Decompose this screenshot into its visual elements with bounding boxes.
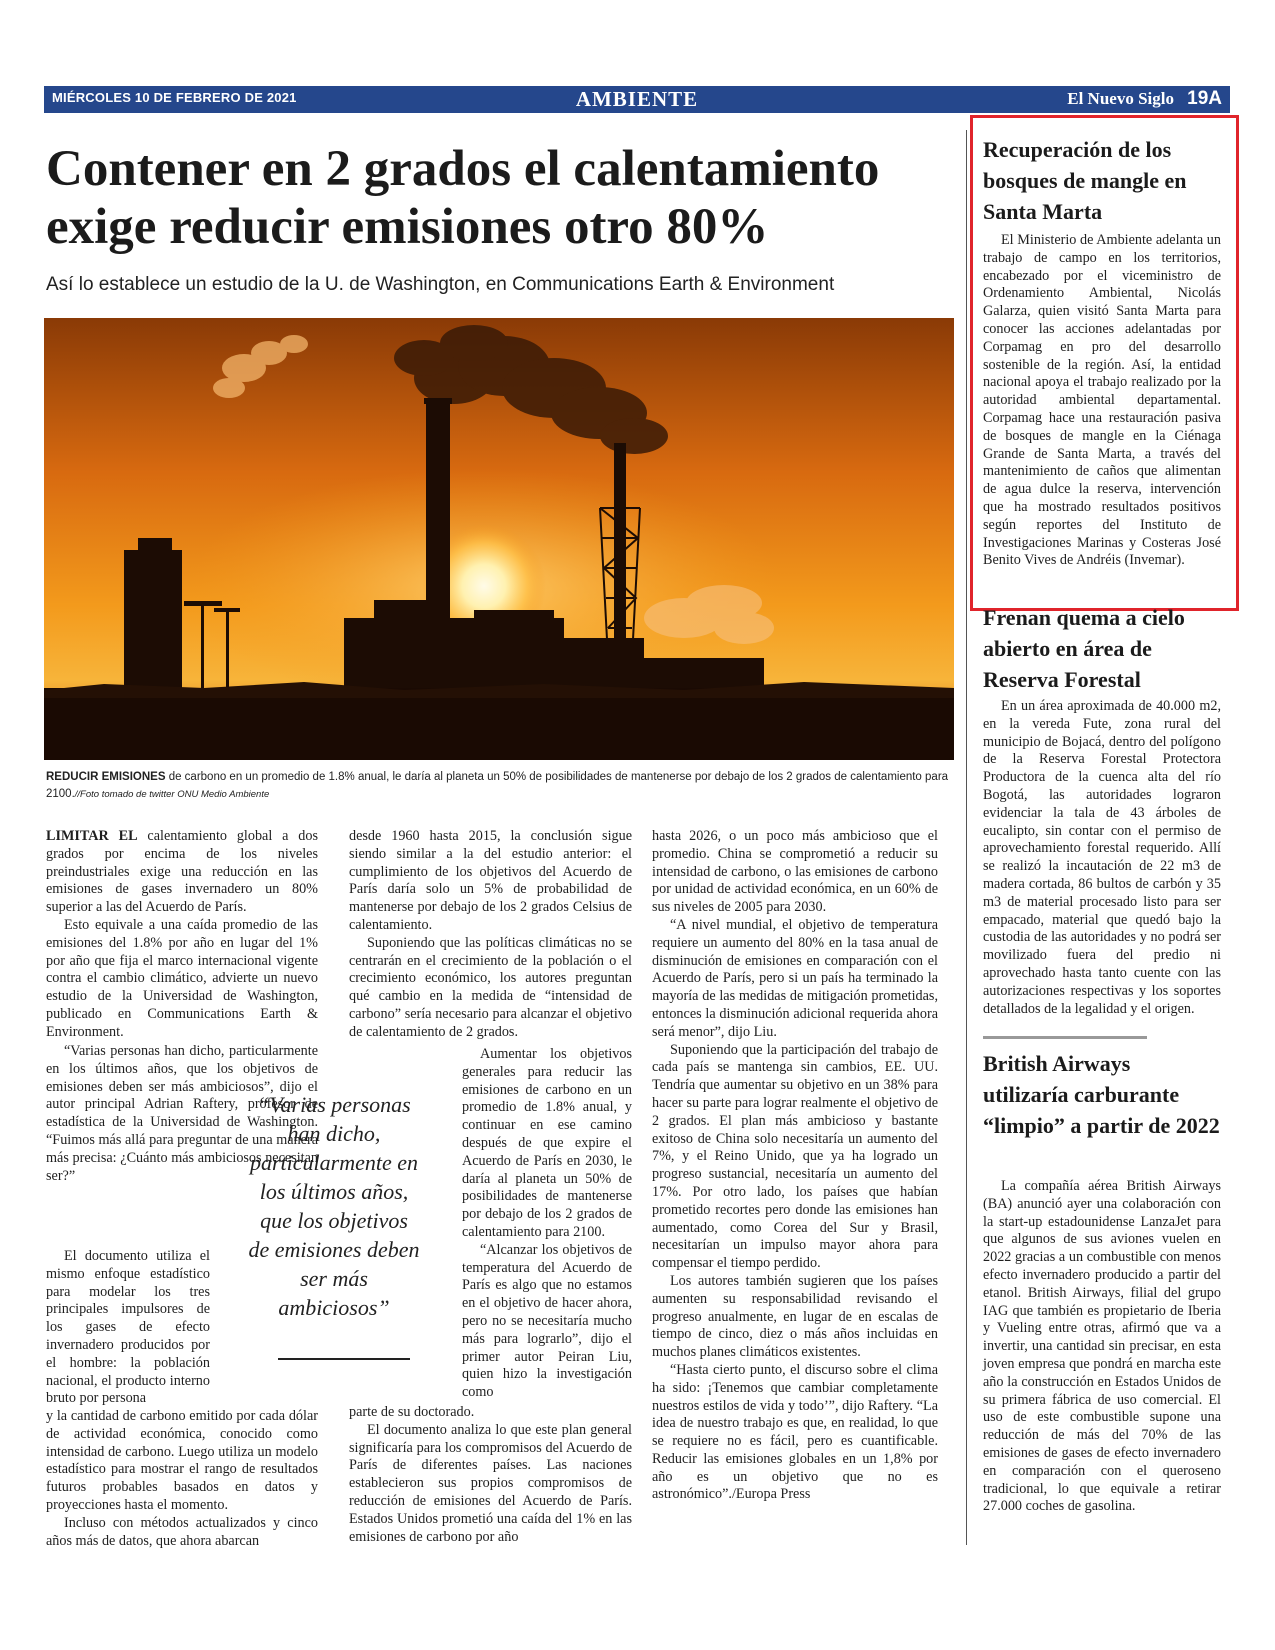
paragraph: “A nivel mundial, el objetivo de temperatura requiere un aumento del 80% en la tasa anual de disminución de emisiones en comparación con el Acuerdo de París, pero si un país ha terminado la mayoría de las medidas de mitigación prometidas, entonces la disminución adicional requerida ahora será menor”, dijo Liu. (652, 916, 938, 1040)
paragraph: “Varias personas han dicho, particularmente en los últimos años, que los objetivos de emisiones deben ser más ambiciosos”, dijo el autor principal Adrian Raftery, profesor de estadística de la Universidad de Washington. “Fuimos más allá para preguntar de una manera más precisa: ¿Cuánto más ambiciosos necesitan ser?” (46, 1043, 318, 1184)
photo-caption (46, 769, 954, 803)
paragraph: El documento utiliza el mismo enfoque estadístico para modelar los tres principales impulsores de los gases de efecto invernadero producidos por el hombre: la población nacional, el producto interno bruto por persona (46, 1248, 210, 1407)
section-name: AMBIENTE (575, 87, 699, 111)
pull-quote-rule (278, 1358, 410, 1360)
paragraph: Suponiendo que la participación del trabajo de cada país se mantenga sin cambios, EE. UU. Tendría que aumentar su objetivo en un 38% para hacer su parte para lograr realmente el objetivo de 2 grados. El plan más ambicioso y bastante exitoso de China solo necesitaría un aumento del 7%, y el Reino Unido, que ya ha logrado un progreso sustancial, necesitaría un aumento del 17%. Por otro lado, los países que habían prometido recortes pero donde las emisiones han aumentado, como Corea del Sur y Brasil, necesitarían un impulso mayor ahora para compensar el tiempo perdido. (652, 1041, 938, 1272)
paragraph: LIMITAR EL calentamiento global a dos grados por encima de los niveles preindustriales exige una reducción en las emisiones de gases invernadero un 80% superior a las del Acuerdo de París. (46, 828, 318, 916)
body-column-1 (46, 828, 318, 1042)
page-number: 19A (1187, 88, 1222, 109)
paragraph: El documento analiza lo que este plan general significaría para los compromisos del Acuerdo de París de diferentes países. Las naciones establecieron sus propios compromisos de reducción de emisiones del Acuerdo de París. Estados Unidos prometió una caída del 1% en las emisiones de carbono por año (349, 1421, 632, 1545)
paragraph: “Alcanzar los objetivos de temperatura del Acuerdo de París es algo que no estamos en el objetivo de hacer ahora, pero no se necesitaría mucho más para lograrlo”, dijo el primer autor Peiran Liu, quien hizo la investigación como (462, 1241, 632, 1401)
body-column-1-bottom (46, 1408, 318, 1550)
paragraph: Suponiendo que las políticas climáticas no se centrarán en el crecimiento de la población o el crecimiento económico, los autores preguntan qué cambio en la medida de “intensidad de carbono” sería necesario para alcanzar el objetivo de calentamiento de 2 grados. (349, 934, 632, 1040)
factory-sunset-image (44, 318, 954, 760)
sidebar-story-2-body: En un área aproximada de 40.000 m2, en la vereda Fute, zona rural del municipio de Bojacá, dentro del polígono de la Reserva Forestal Protectora Productora de la cuenca alta del río Bogotá, las autoridades lograron evidenciar la tala de 43 árboles de eucalipto, sin contar con el permiso de aprovechamiento forestal requerido. Allí se realizó la incautación de 22 m3 de madera cortada, 86 bultos de carbón y 35 m3 de material procesado listo para ser empacado, material que quedó bajo la custodia de las autoridades y no podrá ser movilizado fuera del predio ni aprovechado hasta tanto cuente con las autorizaciones respectivas y los soportes detallados de la legalidad y el origen. (983, 698, 1221, 1017)
article-photo (44, 318, 954, 760)
sidebar-story-3-body: La compañía aérea British Airways (BA) anunció ayer una colaboración con la start-up estadounidense LanzaJet para que algunos de sus aviones vuelen en 2022 gracias a un combustible con menos efecto invernadero producido a partir del etanol. British Airways, filial del grupo IAG que también es propietario de Iberia y Vueling entre otras, afirmó que va a invertir, una cantidad sin precisar, en esta joven empresa que pondrá en marcha este año la construcción en Estados Unidos de su primera fábrica de uso comercial. El uso de este combustible supone una reducción de más del 70% de las emisiones de gases de efecto invernadero en comparación con el queroseno tradicional, lo que equivale a retirar 27.000 coches de gasolina. (983, 1178, 1221, 1515)
article-subhead: Así lo establece un estudio de la U. de Washington, en Communications Earth & Environment (46, 274, 835, 295)
highlight-box (970, 115, 1239, 611)
pull-quote: “Varias personas han dicho, particularmente en los últimos años, que los objetivos de emisiones deben ser más ambiciosos” (248, 1092, 420, 1320)
body-column-1-narrow-b (46, 1248, 210, 1408)
paragraph: Aumentar los objetivos generales para reducir las emisiones de carbono en un promedio de 1.8% anual, y continuar en ese camino después de que expire el Acuerdo de París en 2030, le daría al planeta un 50% de posibilidades de mantenerse por debajo de los 2 grados de calentamiento para 2100. (462, 1046, 632, 1240)
caption-text: de carbono en un promedio de 1.8% anual, le daría al planeta un 50% de posibilidades de mantenerse por debajo de los 2 grados de calentamiento para 2100. (46, 771, 949, 800)
sidebar-divider (966, 130, 967, 1545)
caption-lead: REDUCIR EMISIONES (46, 771, 166, 783)
body-column-2-narrow (462, 1046, 632, 1402)
section-header-bar (44, 86, 1230, 113)
paragraph: desde 1960 hasta 2015, la conclusión sigue siendo similar a la del estudio anterior: el cumplimiento de los objetivos del Acuerdo de París daría solo un 5% de probabilidad de mantenerse por debajo de los 2 grados Celsius de calentamiento. (349, 828, 632, 933)
paragraph: parte de su doctorado. (349, 1404, 475, 1420)
body-column-3 (652, 828, 938, 1504)
sidebar-separator (983, 1036, 1147, 1039)
lead-word: LIMITAR EL (46, 828, 138, 844)
paragraph: “Hasta cierto punto, el discurso sobre el clima ha sido: ¡Tenemos que cambiar completamente nuestros estilos de vida y todo’”, dijo Raftery. “La idea de nuestro trabajo es que, en realidad, lo que se requiere no es fácil, pero es cuantificable. Reducir las emisiones globales en un 1,8% por año es un objetivo que no es astronómico”./Europa Press (652, 1361, 938, 1503)
paragraph: Incluso con métodos actualizados y cinco años más de datos, que ahora abarcan (46, 1514, 318, 1549)
sidebar-story-1-body: El Ministerio de Ambiente adelanta un trabajo de campo en los territorios, encabezado por el viceministro de Ordenamiento Ambiental, Nicolás Galarza, quien visitó Santa Marta para conocer las acciones adelantadas por Corpamag en pro del desarrollo sostenible de la región. Así, la entidad nacional apoya el trabajo realizado por la autoridad ambiental departamental. Corpamag hace una restauración pasiva de bosques de mangle en la Ciénaga Grande de Santa Marta, a través del mantenimiento de caños que alimentan de agua dulce la reserva, intervención que ha mostrado resultados positivos según reportes del Instituto de Investigaciones Marinas y Costeras José Benito Vives de Andréis (Invemar). (983, 232, 1221, 569)
photo-credit: //Foto tomado de twitter ONU Medio Ambiente (74, 789, 270, 800)
body-column-2 (349, 828, 632, 1042)
paragraph: Esto equivale a una caída promedio de las emisiones del 1.8% por año en lugar del 1% por año que fija el marco internacional vigente contra el cambio climático, advierte un nuevo estudio de la Universidad de Washington, publicado en Communications Earth & Environment. (46, 916, 318, 1040)
paragraph: y la cantidad de carbono emitido por cada dólar de actividad económica, conocido como intensidad de carbono. Luego utiliza un modelo estadístico para mostrar el rango de resultados futuros probables basados en datos y proyecciones hasta el momento. (46, 1408, 318, 1513)
paragraph: hasta 2026, o un poco más ambicioso que el promedio. China se comprometió a reducir su intensidad de carbono, o las emisiones de carbono por unidad de actividad económica, en un 60% de sus niveles de 2005 para 2030. (652, 828, 938, 916)
paragraph: Los autores también sugieren que los países aumenten su responsabilidad revisando el progreso anualmente, en lugar de en escalas de tiempo de cinco, diez o más años incluidas en muchos planes climáticos existentes. (652, 1272, 938, 1361)
article-headline: Contener en 2 grados el calentamiento exige reducir emisiones otro 80% (46, 141, 880, 255)
issue-date: MIÉRCOLES 10 DE FEBRERO DE 2021 (52, 90, 297, 105)
sidebar-story-2-title: Frenan quema a cielo abierto en área de Reserva Forestal (983, 605, 1185, 692)
body-column-2-bottom (349, 1404, 632, 1546)
newspaper-name: El Nuevo Siglo (1067, 89, 1174, 108)
sidebar-story-1-title: Recuperación de los bosques de mangle en Santa Marta (983, 137, 1187, 224)
sidebar-story-3-title: British Airways utilizaría carburante “limpio” a partir de 2022 (983, 1051, 1220, 1138)
